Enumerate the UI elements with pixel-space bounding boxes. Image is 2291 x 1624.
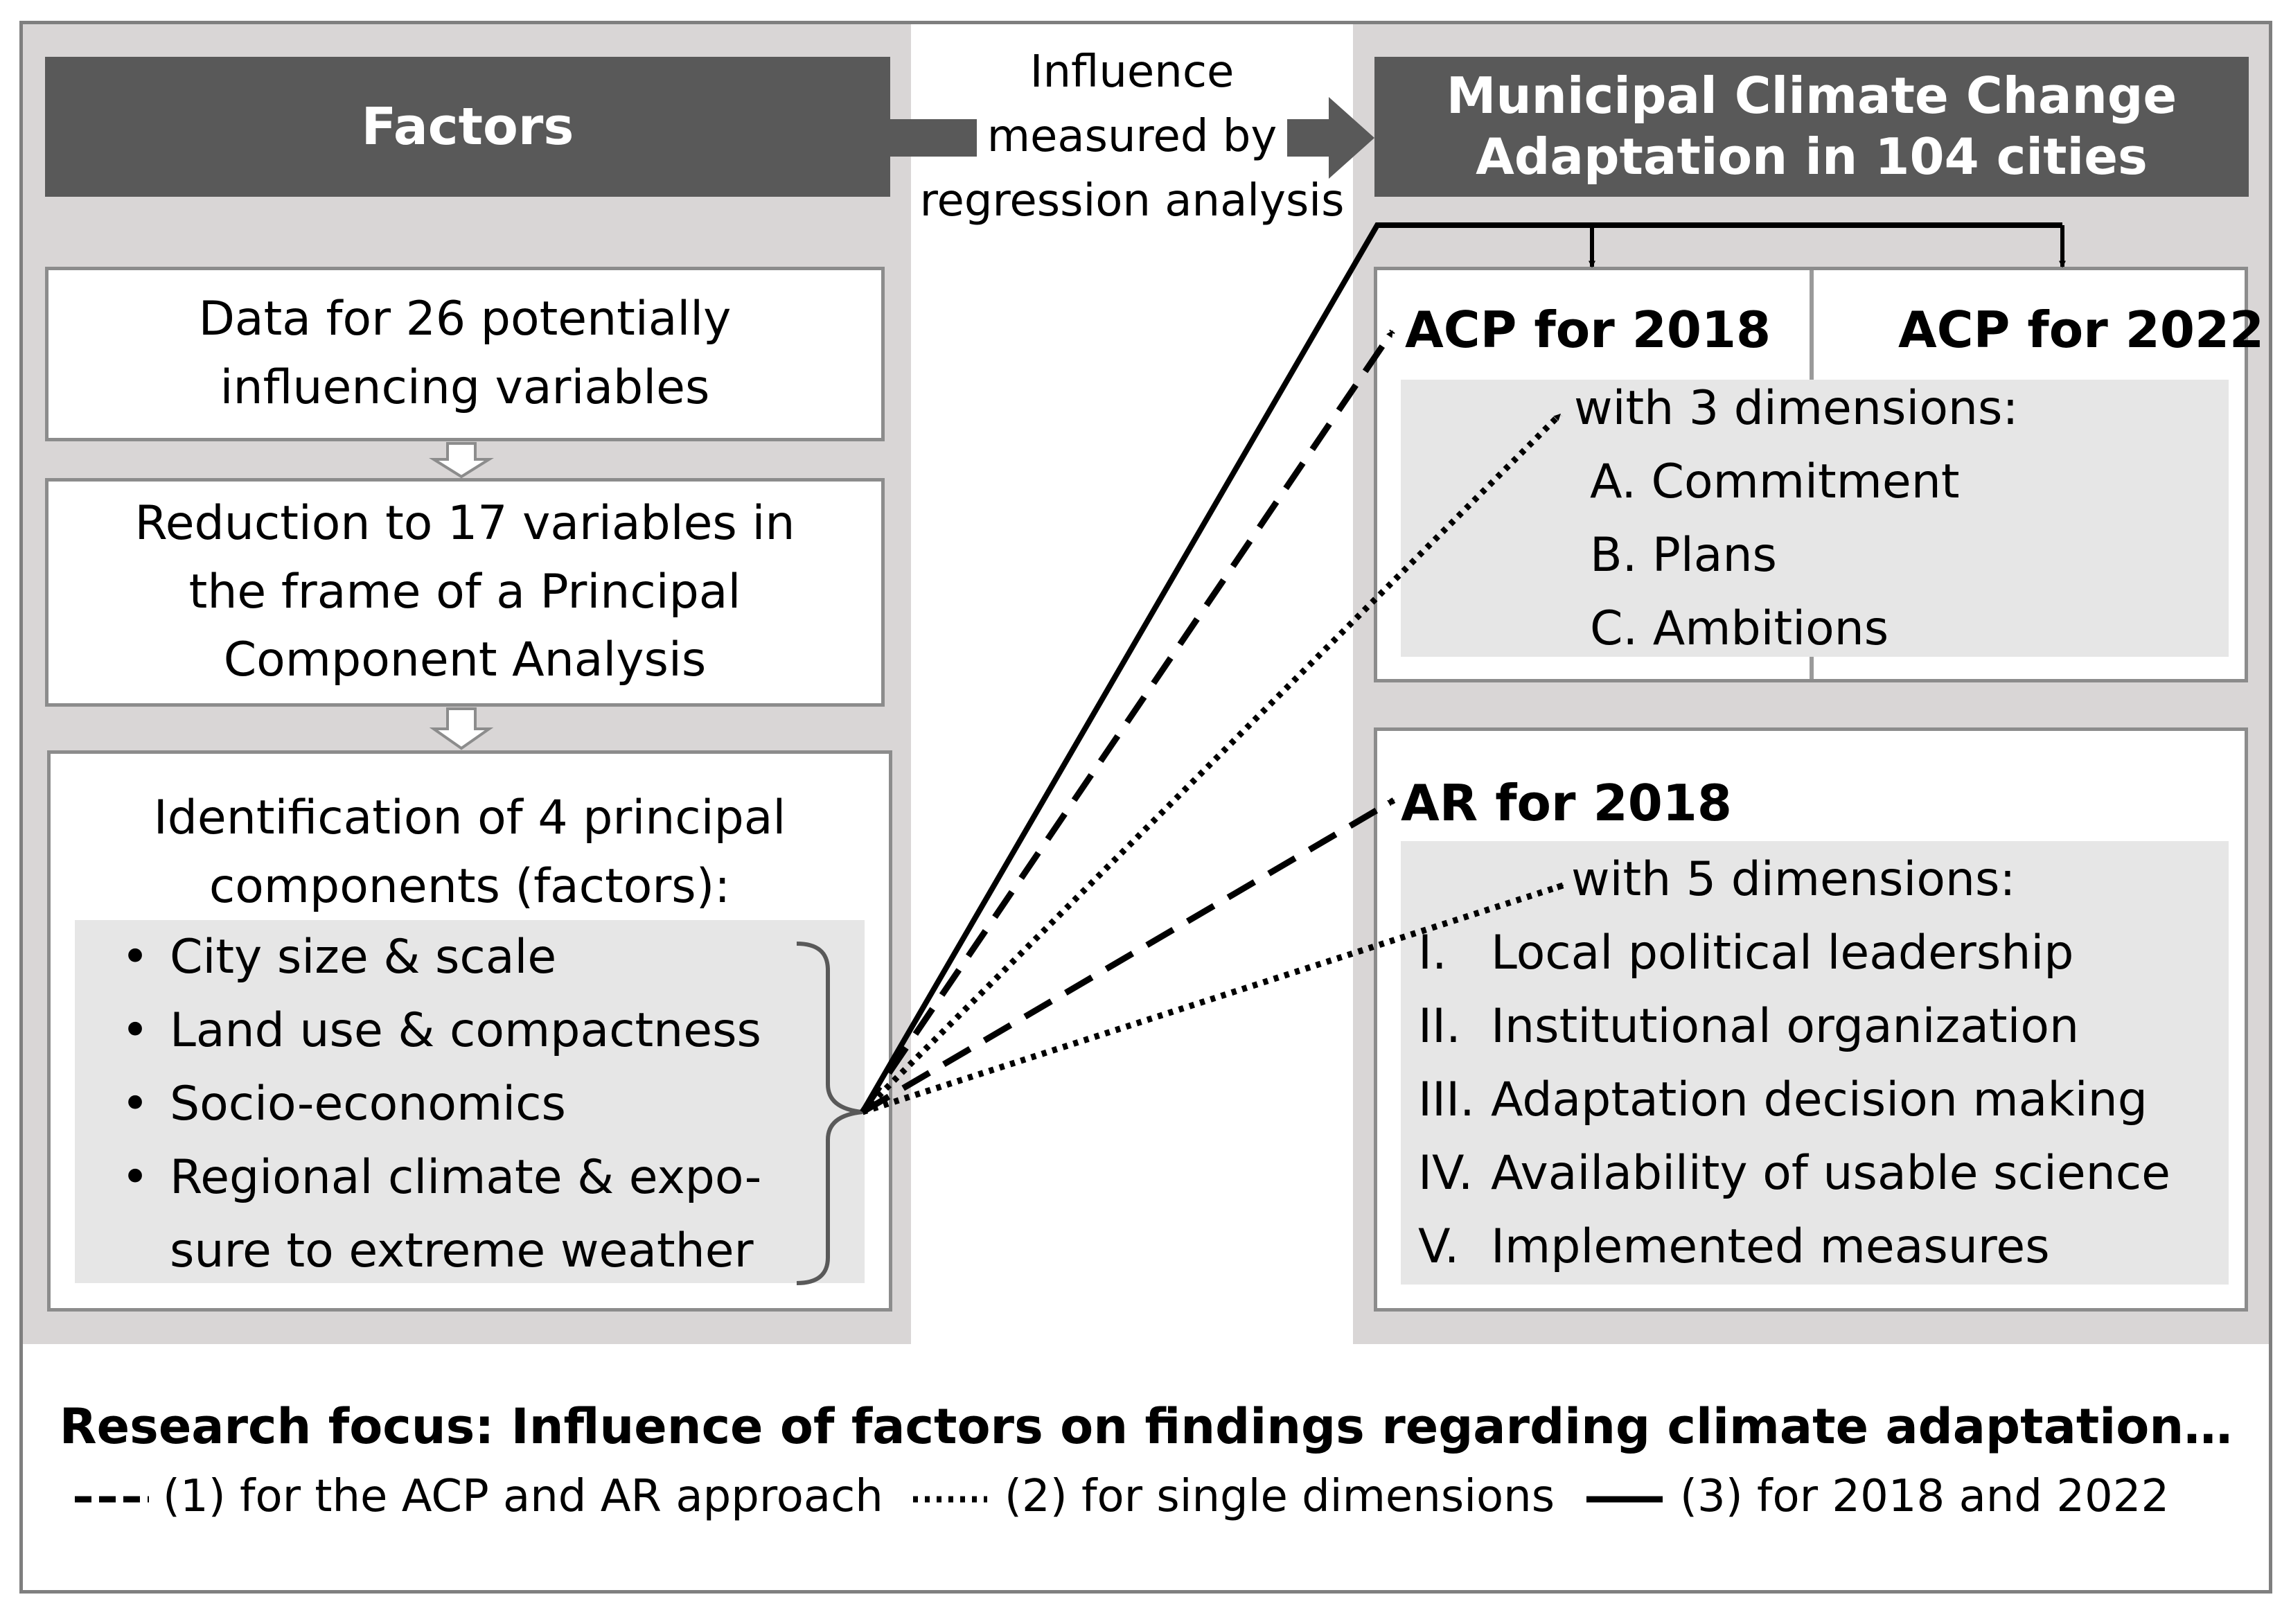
ar-dimension-number: V. <box>1418 1219 1460 1274</box>
box3-line-1: Identification of 4 principal <box>153 791 786 845</box>
acp-dimension-commitment: A. Commitment <box>1590 454 1960 509</box>
factor-label: City size & scale <box>170 930 557 985</box>
ar-dimension-number: I. <box>1418 926 1447 980</box>
ar-dimension-number: II. <box>1418 999 1461 1054</box>
ar-dimension-number: IV. <box>1418 1146 1474 1201</box>
influence-line-2: measured by <box>987 110 1277 162</box>
ar-dimensions-title: with 5 dimensions: <box>1571 852 2016 907</box>
factor-label: Land use & compactness <box>170 1003 761 1058</box>
adaptation-header-line-1: Municipal Climate Change <box>1446 67 2177 125</box>
factor-label: Regional climate & expo- <box>170 1150 762 1205</box>
legend-solid-label: (3) for 2018 and 2022 <box>1680 1471 2170 1522</box>
acp-2018-label: ACP for 2018 <box>1405 301 1771 359</box>
influence-arrow-left <box>890 119 977 157</box>
box2-line-2: the frame of a Principal <box>188 564 741 619</box>
legend-dotted-label: (2) for single dimensions <box>1005 1471 1555 1522</box>
adaptation-header-line-2: Adaptation in 104 cities <box>1476 127 2148 186</box>
acp-dimensions-title: with 3 dimensions: <box>1574 381 2019 436</box>
box2-line-3: Component Analysis <box>223 633 707 688</box>
ar-dimension-label: Adaptation decision making <box>1491 1073 2148 1127</box>
dashed-connector-ar <box>863 800 1394 1112</box>
acp-dimension-ambitions: C. Ambitions <box>1590 601 1889 656</box>
bullet-icon: • <box>121 1003 150 1058</box>
influence-line-3: regression analysis <box>919 175 1345 227</box>
dotted-connector-acp-dimensions <box>863 414 1560 1112</box>
flow-down-arrow-1 <box>434 443 489 477</box>
bullet-icon: • <box>121 930 150 985</box>
box1-line-2: influencing variables <box>220 360 710 415</box>
bullet-icon: • <box>121 1150 150 1205</box>
legend-dashed-label: (1) for the ACP and AR approach <box>163 1471 883 1522</box>
research-focus-text: Research focus: Influence of factors on findings regarding climate adaptation… <box>59 1398 2233 1455</box>
influence-arrow-right <box>1287 97 1374 179</box>
ar-dimension-label: Availability of usable science <box>1491 1146 2170 1201</box>
factor-label: Socio-economics <box>170 1077 566 1131</box>
bullet-icon: • <box>121 1077 150 1131</box>
factors-brace <box>797 944 863 1283</box>
flow-down-arrow-2 <box>434 709 489 748</box>
dotted-connector-ar-dimensions <box>863 885 1563 1112</box>
influence-line-1: Influence <box>1029 46 1235 98</box>
dashed-connector-acp <box>863 331 1392 1112</box>
ar-2018-label: AR for 2018 <box>1401 774 1732 832</box>
acp-2022-label: ACP for 2022 <box>1898 301 2265 359</box>
ar-dimension-number: III. <box>1418 1073 1475 1127</box>
acp-dimension-plans: B. Plans <box>1590 528 1777 583</box>
box3-line-2: components (factors): <box>209 858 731 914</box>
box2-line-1: Reduction to 17 variables in <box>134 496 795 551</box>
solid-connector <box>863 225 2062 1112</box>
ar-dimension-label: Institutional organization <box>1491 999 2080 1054</box>
factor-label-continued: sure to extreme weather <box>170 1224 754 1278</box>
ar-dimension-label: Implemented measures <box>1491 1219 2050 1274</box>
factors-header-text: Factors <box>361 96 574 157</box>
box1-line-1: Data for 26 potentially <box>198 292 732 347</box>
ar-dimension-label: Local political leadership <box>1491 926 2074 980</box>
